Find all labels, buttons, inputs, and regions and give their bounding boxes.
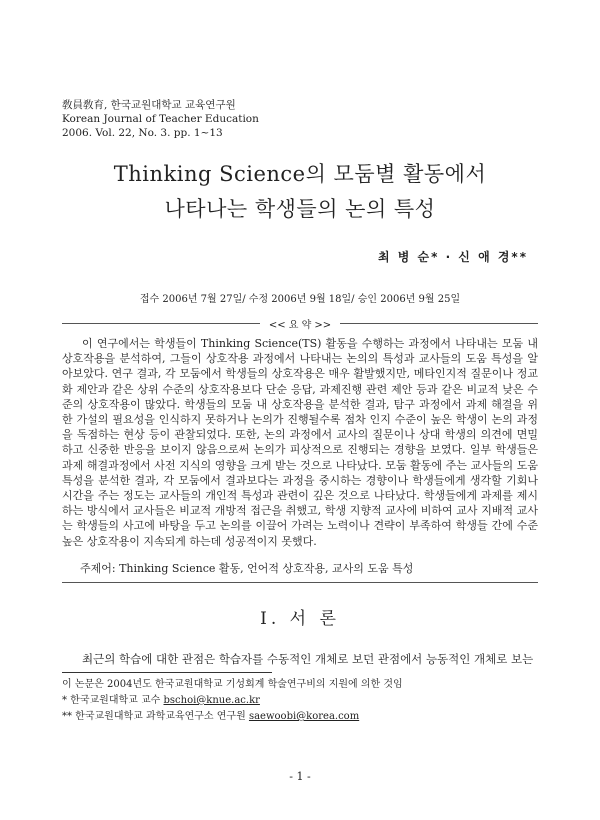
section-heading: I. 서 론 [260, 609, 340, 629]
intro-paragraph: 최근의 학습에 대한 관점은 학습자를 수동적인 개체로 보던 관점에서 능동적인 개체로 보는 [82, 652, 534, 666]
footnote-author1-affiliation: * 한국교원대학교 교수 [62, 695, 161, 706]
page-number: - 1 - [289, 770, 311, 783]
abstract-rule-right [340, 323, 538, 324]
footnote-author2-affiliation: ** 한국교원대학교 과학교육연구소 연구원 [62, 711, 246, 722]
submission-dates: 접수 2006년 7월 27일/ 수정 2006년 9월 18일/ 승인 2006년 9월 25일 [139, 294, 461, 305]
footnote-rule [62, 672, 272, 673]
journal-name-korean: 敎員敎育, 한국교원대학교 교육연구원 [62, 99, 236, 111]
paper-title-line2: 나타나는 학생들의 논의 특성 [164, 197, 436, 221]
author2-email-link[interactable]: saewoobi@korea.com [248, 711, 360, 722]
footnote-author2 [62, 710, 359, 724]
authors: 최 병 순* · 신 애 경** [377, 250, 528, 264]
abstract-text: 이 연구에서는 학생들이 Thinking Science(TS) 활동을 수행하는 과정에서 나타내는 모둠 내 상호작용을 분석하여, 그들이 상호작용 과정에서 나타내는 논의의 특성과 교사들의 도움 특성을 알아보았다. 연구 결과, 각 모둠에서 학생들의 상호작용은 매우 활발했지만, 메타인지적 질문이나 정교화 제안과 같은 상위 수준의 상호작용보다 단순 응답, 과제진행 관련 제안 등과 같은 비교적 낮은 수준의 상호작용이 많았다. 학생들의 모둠 내 상호작용을 분석한 결과, 탐구 과정에서 과제 해결을 위한 가설의 필요성을 인식하지 못하거나 논의가 진행될수록 점차 인지 수준이 높은 학생이 논의 과정을 독점하는 현상 등이 관찰되었다. 또한, 논의 과정에서 교사의 질문이나 상대 학생의 의견에 면밀하고 신중한 반응을 보이지 않음으로써 논의가 피상적으로 진행되는 경향을 보였다. 일부 학생들은 과제 해결과정에서 사전 지식의 영향을 크게 받는 것으로 나타났다. 모둠 활동에 주는 교사들의 도움 특성을 분석한 결과, 각 모둠에서 결과보다는 과정을 중시하는 경향이나 학생들에게 생각할 기회나 시간을 주는 정도는 교사들의 개인적 특성과 관련이 깊은 것으로 나타났다. 학생들에게 과제를 제시하는 방식에서 교사들은 비교적 개방적 접근을 취했고, 학생 지향적 교사에 비하여 교사 지배적 교사는 학생들의 사고에 바탕을 두고 논의를 이끌어 가려는 노력이나 견략이 부족하여 학생들 간에 수준 높은 상호작용이 지속되게 하는데 성공적이지 못했다. [62, 337, 538, 548]
footnote-funding: 이 논문은 2004년도 한국교원대학교 기성회계 학술연구비의 지원에 의한 것임 [62, 679, 403, 690]
abstract-label: << 요 약 >> [268, 320, 332, 331]
abstract-bottom-rule [62, 582, 538, 583]
author1-email-link[interactable]: bschoi@knue.ac.kr [163, 695, 260, 706]
journal-volume: 2006. Vol. 22, No. 3. pp. 1~13 [62, 127, 223, 139]
journal-header [62, 98, 259, 140]
paper-title-line1: Thinking Science의 모둠별 활동에서 [113, 162, 487, 186]
keywords: 주제어: Thinking Science 활동, 언어적 상호작용, 교사의 도움 특성 [80, 562, 414, 575]
journal-name-english: Korean Journal of Teacher Education [62, 113, 259, 125]
footnote-author1 [62, 694, 260, 708]
